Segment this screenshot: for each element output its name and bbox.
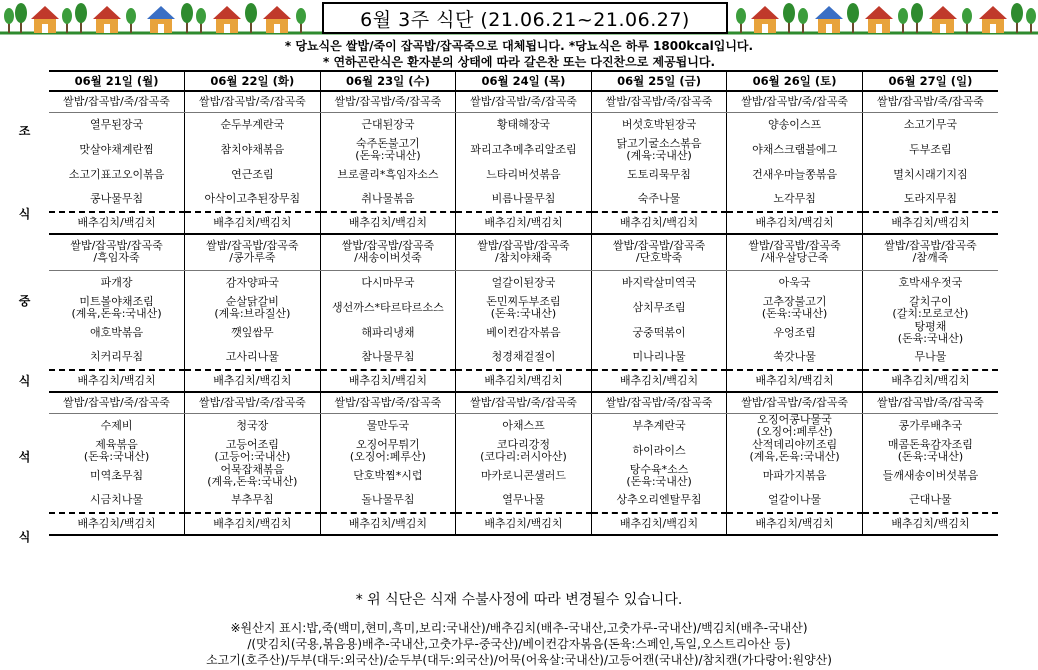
- menu-item: 생선까스*타르타르소스: [320, 295, 456, 320]
- tree-icon: [62, 8, 72, 33]
- meal-label-breakfast-1: 조: [18, 124, 31, 138]
- menu-item: 쌀밥/잡곡밥/죽/잡곡죽: [727, 91, 863, 112]
- house-icon: [263, 6, 291, 33]
- diabetic-diet-notice: * 당뇨식은 쌀밥/죽이 잡곡밥/잡곡죽으로 대체됩니다. *당뇨식은 하루 1800kcal입니다.: [284, 39, 754, 53]
- tree-icon: [898, 8, 908, 33]
- menu-item: 배추김치/백김치: [49, 370, 185, 392]
- day-header: 06월 26일 (토): [727, 71, 863, 91]
- menu-item: 배추김치/백김치: [320, 212, 456, 234]
- menu-item: 깻잎쌈무: [185, 320, 321, 345]
- menu-item: 쌀밥/잡곡밥/죽/잡곡죽: [727, 392, 863, 413]
- house-icon: [979, 6, 1007, 33]
- meal-label-lunch-2: 식: [18, 374, 31, 388]
- menu-item: 버섯호박된장국: [591, 112, 727, 137]
- menu-item: 배추김치/백김치: [591, 513, 727, 535]
- tree-icon: [1026, 8, 1036, 33]
- menu-item: 참치야채볶음: [185, 137, 321, 162]
- day-header: 06월 23일 (수): [320, 71, 456, 91]
- menu-item: 얼갈이나물: [727, 488, 863, 513]
- lunch-row: [49, 295, 998, 320]
- menu-item: 배추김치/백김치: [862, 513, 998, 535]
- menu-item: 쌀밥/잡곡밥/죽/잡곡죽: [862, 392, 998, 413]
- menu-item: 들깨새송이버섯볶음: [862, 463, 998, 488]
- menu-item: 멸치시래기지짐: [862, 162, 998, 187]
- menu-item: 황태해장국: [456, 112, 592, 137]
- menu-item: 오징어콩나물국 (오징어:페루산): [727, 413, 863, 438]
- tree-icon: [15, 3, 27, 33]
- meal-label-dinner-1: 석: [18, 450, 31, 464]
- menu-item: 배추김치/백김치: [727, 370, 863, 392]
- menu-item: 쌀밥/잡곡밥/죽/잡곡죽: [49, 91, 185, 112]
- menu-item: 쌀밥/잡곡밥/잡곡죽 /단호박죽: [591, 234, 727, 270]
- menu-item: 배추김치/백김치: [862, 370, 998, 392]
- menu-item: 쌀밥/잡곡밥/죽/잡곡죽: [185, 392, 321, 413]
- menu-item: 양송이스프: [727, 112, 863, 137]
- house-icon: [815, 6, 843, 33]
- lunch-row: [49, 234, 998, 270]
- lunch-row: [49, 345, 998, 370]
- menu-item: 오징어무튀기 (오징어:페루산): [320, 438, 456, 463]
- menu-item: 맛살야채계란찜: [79, 142, 154, 156]
- tree-icon: [783, 3, 795, 33]
- menu-item: 하이라이스: [591, 438, 727, 463]
- menu-item: 감자양파국: [185, 270, 321, 295]
- breakfast-row: [49, 112, 998, 137]
- menu-change-note: * 위 식단은 식재 수불사정에 따라 변경될수 있습니다.: [355, 592, 683, 608]
- menu-item: 배추김치/백김치: [727, 513, 863, 535]
- menu-item: 쌀밥/잡곡밥/죽/잡곡죽: [862, 91, 998, 112]
- menu-item: 어묵잡채볶음 (계육,돈육:국내산): [185, 463, 321, 488]
- tree-icon: [1011, 3, 1023, 33]
- menu-item: 아욱국: [727, 270, 863, 295]
- menu-item: 배추김치/백김치: [185, 370, 321, 392]
- menu-item: 청국장: [185, 413, 321, 438]
- tree-icon: [847, 3, 859, 33]
- menu-item: 도라지무침: [862, 187, 998, 212]
- menu-item: 매콤돈육감자조림 (돈육:국내산): [862, 438, 998, 463]
- tree-icon: [962, 8, 972, 33]
- menu-item: 배추김치/백김치: [862, 212, 998, 234]
- menu-item: 고추장불고기 (돈육:국내산): [727, 295, 863, 320]
- menu-item: 건새우마늘쫑볶음: [727, 162, 863, 187]
- menu-item: 쌀밥/잡곡밥/죽/잡곡죽: [591, 91, 727, 112]
- house-icon: [147, 6, 175, 33]
- page-title: 6월 3주 식단 (21.06.21~21.06.27): [322, 2, 728, 34]
- menu-item: 마카로니콘샐러드: [456, 463, 592, 488]
- tree-icon: [181, 3, 193, 33]
- menu-item: 쌀밥/잡곡밥/죽/잡곡죽: [591, 392, 727, 413]
- menu-item: 물만두국: [320, 413, 456, 438]
- menu-item: 궁중떡볶이: [591, 320, 727, 345]
- dinner-row: [49, 438, 998, 463]
- menu-item: 돌나물무침: [320, 488, 456, 513]
- menu-item: 순살닭갈비 (계육:브라질산): [185, 295, 321, 320]
- menu-item: 소고기표고오이볶음: [68, 167, 165, 181]
- day-header: 06월 24일 (목): [456, 71, 592, 91]
- tree-icon: [911, 3, 923, 33]
- menu-item: 쌀밥/잡곡밥/잡곡죽 /새우살당근죽: [727, 234, 863, 270]
- menu-item: 쌀밥/잡곡밥/죽/잡곡죽: [456, 91, 592, 112]
- house-icon: [751, 6, 779, 33]
- menu-item: 쌀밥/잡곡밥/죽/잡곡죽: [320, 91, 456, 112]
- house-icon: [213, 6, 241, 33]
- tree-icon: [296, 8, 306, 33]
- menu-item: 부추무침: [185, 488, 321, 513]
- menu-item: 배추김치/백김치: [727, 212, 863, 234]
- menu-item: 파개장: [100, 275, 133, 289]
- menu-item: 무나물: [862, 345, 998, 370]
- menu-item: 근대나물: [862, 488, 998, 513]
- menu-item: 제육볶음 (돈육:국내산): [83, 438, 150, 463]
- menu-item: 순두부계란국: [185, 112, 321, 137]
- breakfast-row: [49, 137, 998, 162]
- dinner-row: [49, 413, 998, 438]
- menu-item: 쌀밥/잡곡밥/잡곡죽 /참치야채죽: [456, 234, 592, 270]
- menu-item: 단호박찜*시럽: [320, 463, 456, 488]
- menu-item: 배추김치/백김치: [320, 370, 456, 392]
- origin-line: /(맛김치(국용,볶음용)배추-국내산,고춧가루-중국산)/베이컨감자볶음(돈육:스페인,독일,오스트리아산 등): [247, 637, 791, 651]
- menu-item: 미역초무침: [89, 468, 144, 482]
- day-header: 06월 25일 (금): [591, 71, 727, 91]
- day-header: 06월 27일 (일): [862, 71, 998, 91]
- menu-item: 탕평채 (돈육:국내산): [862, 320, 998, 345]
- menu-item: 부추계란국: [591, 413, 727, 438]
- weekly-menu-table: [49, 70, 998, 536]
- menu-item: 쑥갓나물: [727, 345, 863, 370]
- menu-item: 꽈리고추메추리알조림: [456, 137, 592, 162]
- menu-item: 상추오리엔탈무침: [591, 488, 727, 513]
- menu-item: 삼치무조림: [591, 295, 727, 320]
- menu-item: 바지락살미역국: [591, 270, 727, 295]
- breakfast-row: [49, 91, 998, 112]
- meal-label-breakfast-2: 식: [18, 207, 31, 221]
- tree-icon: [798, 8, 808, 33]
- menu-item: 브로콜리*흑임자소스: [320, 162, 456, 187]
- menu-item: 쌀밥/잡곡밥/죽/잡곡죽: [456, 392, 592, 413]
- menu-item: 참나물무침: [320, 345, 456, 370]
- menu-item: 연근조림: [185, 162, 321, 187]
- menu-item: 쌀밥/잡곡밥/죽/잡곡죽: [185, 91, 321, 112]
- menu-item: 숙주나물: [591, 187, 727, 212]
- menu-item: 도토리묵무침: [591, 162, 727, 187]
- menu-item: 두부조림: [862, 137, 998, 162]
- menu-item: 배추김치/백김치: [456, 212, 592, 234]
- house-icon: [865, 6, 893, 33]
- menu-item: 호박새우젓국: [862, 270, 998, 295]
- menu-item: 청경채겉절이: [456, 345, 592, 370]
- lunch-row: [49, 270, 998, 295]
- menu-item: 마파가지볶음: [727, 463, 863, 488]
- menu-item: 산적데리야끼조림 (계육,돈육:국내산): [727, 438, 863, 463]
- tree-icon: [196, 8, 206, 33]
- menu-item: 수제비: [100, 418, 133, 432]
- menu-item: 쌀밥/잡곡밥/죽/잡곡죽: [49, 392, 185, 413]
- menu-item: 배추김치/백김치: [49, 212, 185, 234]
- menu-item: 애호박볶음: [89, 325, 144, 339]
- menu-item: 배추김치/백김치: [591, 212, 727, 234]
- menu-item: 배추김치/백김치: [185, 212, 321, 234]
- menu-item: 쌀밥/잡곡밥/잡곡죽 /흑임자죽: [49, 234, 185, 270]
- origin-line: 소고기(호주산)/두부(대두:외국산)/순두부(대두:외국산)/어묵(어육살:국내산)/고등어캔(국내산)/참치캔(가다랑어:원양산): [206, 653, 832, 667]
- dinner-row: [49, 488, 998, 513]
- menu-item: 쌀밥/잡곡밥/잡곡죽 /콩가루죽: [185, 234, 321, 270]
- menu-item: 미나리나물: [591, 345, 727, 370]
- breakfast-row: [49, 187, 998, 212]
- meal-label-lunch-1: 중: [18, 294, 31, 308]
- menu-item: 쌀밥/잡곡밥/잡곡죽 /참깨죽: [862, 234, 998, 270]
- menu-item: 콩가루배추국: [862, 413, 998, 438]
- menu-item: 아삭이고추된장무침: [185, 187, 321, 212]
- meal-label-dinner-2: 식: [18, 530, 31, 544]
- menu-item: 노각무침: [727, 187, 863, 212]
- menu-item: 배추김치/백김치: [591, 370, 727, 392]
- day-header: 06월 21일 (월): [49, 71, 185, 91]
- menu-item: 미트볼야채조림 (계육,돈육:국내산): [71, 295, 162, 320]
- dinner-row: [49, 392, 998, 413]
- menu-item: 얼갈이된장국: [456, 270, 592, 295]
- menu-item: 근대된장국: [320, 112, 456, 137]
- tree-icon: [4, 8, 14, 33]
- menu-item: 열무나물: [456, 488, 592, 513]
- origin-line: ※원산지 표시:밥,죽(백미,현미,흑미,보리:국내산)/배추김치(배추-국내산,고춧가루-국내산)/백김치(배추-국내산): [230, 621, 808, 635]
- menu-item: 쌀밥/잡곡밥/잡곡죽 /새송이버섯죽: [320, 234, 456, 270]
- tree-icon: [126, 8, 136, 33]
- menu-item: 취나물볶음: [320, 187, 456, 212]
- menu-item: 우엉조림: [727, 320, 863, 345]
- day-header: 06월 22일 (화): [185, 71, 321, 91]
- menu-item: 쌀밥/잡곡밥/죽/잡곡죽: [320, 392, 456, 413]
- menu-item: 갈치구이 (갈치:모로코산): [862, 295, 998, 320]
- day-header-row: [49, 71, 998, 91]
- menu-item: 배추김치/백김치: [49, 513, 185, 535]
- menu-item: 아채스프: [456, 413, 592, 438]
- menu-item: 고사리나물: [185, 345, 321, 370]
- menu-item: 배추김치/백김치: [456, 370, 592, 392]
- menu-item: 탕수육*소스 (돈육:국내산): [591, 463, 727, 488]
- breakfast-row: [49, 212, 998, 234]
- menu-item: 베이컨감자볶음: [456, 320, 592, 345]
- dinner-row: [49, 513, 998, 535]
- menu-item: 콩나물무침: [89, 192, 144, 205]
- menu-item: 비름나물무침: [456, 187, 592, 212]
- dinner-row: [49, 463, 998, 488]
- house-icon: [31, 6, 59, 33]
- menu-item: 열무된장국: [89, 117, 144, 131]
- menu-item: 야채스크램블에그: [727, 137, 863, 162]
- menu-item: 치커리무침: [89, 350, 144, 363]
- tree-icon: [75, 3, 87, 33]
- menu-item: 느타리버섯볶음: [456, 162, 592, 187]
- menu-item: 돈민찌두부조림 (돈육:국내산): [456, 295, 592, 320]
- house-icon: [929, 6, 957, 33]
- menu-item: 다시마무국: [320, 270, 456, 295]
- menu-item: 고등어조림 (고등어:국내산): [185, 438, 321, 463]
- menu-item: 배추김치/백김치: [456, 513, 592, 535]
- menu-item: 코다리강정 (코다리:러시아산): [456, 438, 592, 463]
- breakfast-row: [49, 162, 998, 187]
- menu-item: 시금치나물: [89, 493, 144, 506]
- dysphagia-diet-notice: * 연하곤란식은 환자분의 상태에 따라 갈은찬 또는 다진찬으로 제공됩니다.: [322, 55, 716, 69]
- menu-item: 배추김치/백김치: [185, 513, 321, 535]
- menu-item: 소고기무국: [862, 112, 998, 137]
- tree-icon: [736, 8, 746, 33]
- lunch-row: [49, 320, 998, 345]
- lunch-row: [49, 370, 998, 392]
- menu-item: 해파리냉채: [320, 320, 456, 345]
- house-icon: [93, 6, 121, 33]
- menu-item: 배추김치/백김치: [320, 513, 456, 535]
- menu-body: [49, 91, 998, 535]
- menu-item: 닭고기굴소스볶음 (계육:국내산): [591, 137, 727, 162]
- tree-icon: [245, 3, 257, 33]
- menu-item: 숙주돈불고기 (돈육:국내산): [320, 137, 456, 162]
